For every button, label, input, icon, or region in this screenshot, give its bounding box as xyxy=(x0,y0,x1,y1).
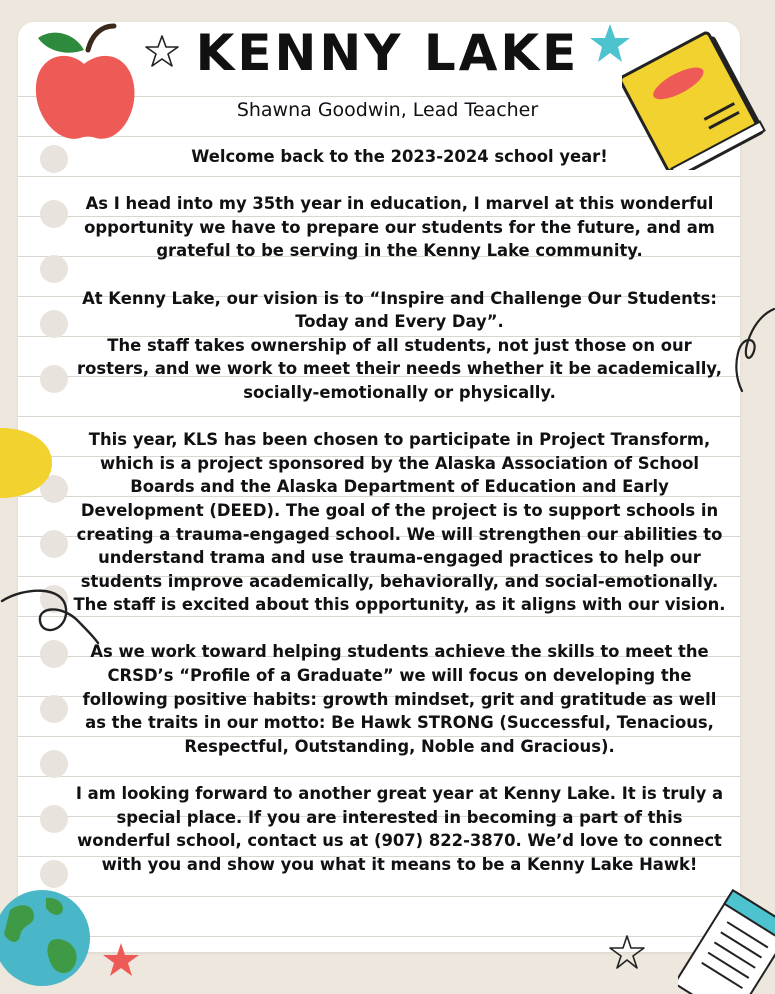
binder-hole xyxy=(40,365,68,393)
paragraph-closing: I am looking forward to another great year at Kenny Lake. It is truly a special place. If you are interested in becoming a part of this wonderful school, contact us at (907) 822-3870. We’d love to connect with you and show you what it means to be a Kenny Lake Hawk! xyxy=(75,784,724,874)
notebook-icon xyxy=(678,884,775,994)
letter-body xyxy=(72,145,727,900)
binder-hole xyxy=(40,750,68,778)
paragraph-habits: As we work toward helping students achieve the skills to meet the CRSD’s “Profile of a Graduate” we will focus on developing the following positive habits: growth mindset, grit and gratitude as well as the traits in our motto: Be Hawk STRONG (Successful, Tenacious, Respectful, Outstanding, Noble and Gracious). xyxy=(82,642,717,756)
paragraph-project: This year, KLS has been chosen to participate in Project Transform, which is a project sponsored by the Alaska Association of School Boards and the Alaska Department of Education and Early Development (DEED). The goal of the project is to support schools in creating a trauma-engaged school. We will strengthen our abilities to understand trama and use trauma-engaged practices to help our students improve academically, behaviorally, and social-emotionally. The staff is excited about this opportunity, as it aligns with our vision. xyxy=(73,430,726,615)
binder-hole xyxy=(40,530,68,558)
paragraph-vision: At Kenny Lake, our vision is to “Inspire and Challenge Our Students: Today and Every Day”. xyxy=(82,288,717,332)
binder-hole xyxy=(40,145,68,173)
page-title: KENNY LAKE xyxy=(195,24,580,82)
binder-hole xyxy=(40,255,68,283)
star-outline-icon xyxy=(608,934,646,970)
star-red-icon xyxy=(102,942,140,978)
binder-hole xyxy=(40,695,68,723)
welcome-line: Welcome back to the 2023-2024 school year! xyxy=(191,147,608,166)
binder-hole xyxy=(40,200,68,228)
yellow-circle-icon xyxy=(0,428,55,498)
binder-hole xyxy=(40,805,68,833)
paragraph-staff: The staff takes ownership of all students, not just those on our rosters, and we work to meet their needs whether it be academically, socially-emotionally or physically. xyxy=(77,335,722,402)
binder-hole xyxy=(40,310,68,338)
paragraph-intro: As I head into my 35th year in education, I marvel at this wonderful opportunity we have to prepare our students for the future, and am grateful to be serving in the Kenny Lake community. xyxy=(84,194,715,261)
subtitle: Shawna Goodwin, Lead Teacher xyxy=(236,99,539,121)
squiggle-right-icon xyxy=(730,305,775,395)
